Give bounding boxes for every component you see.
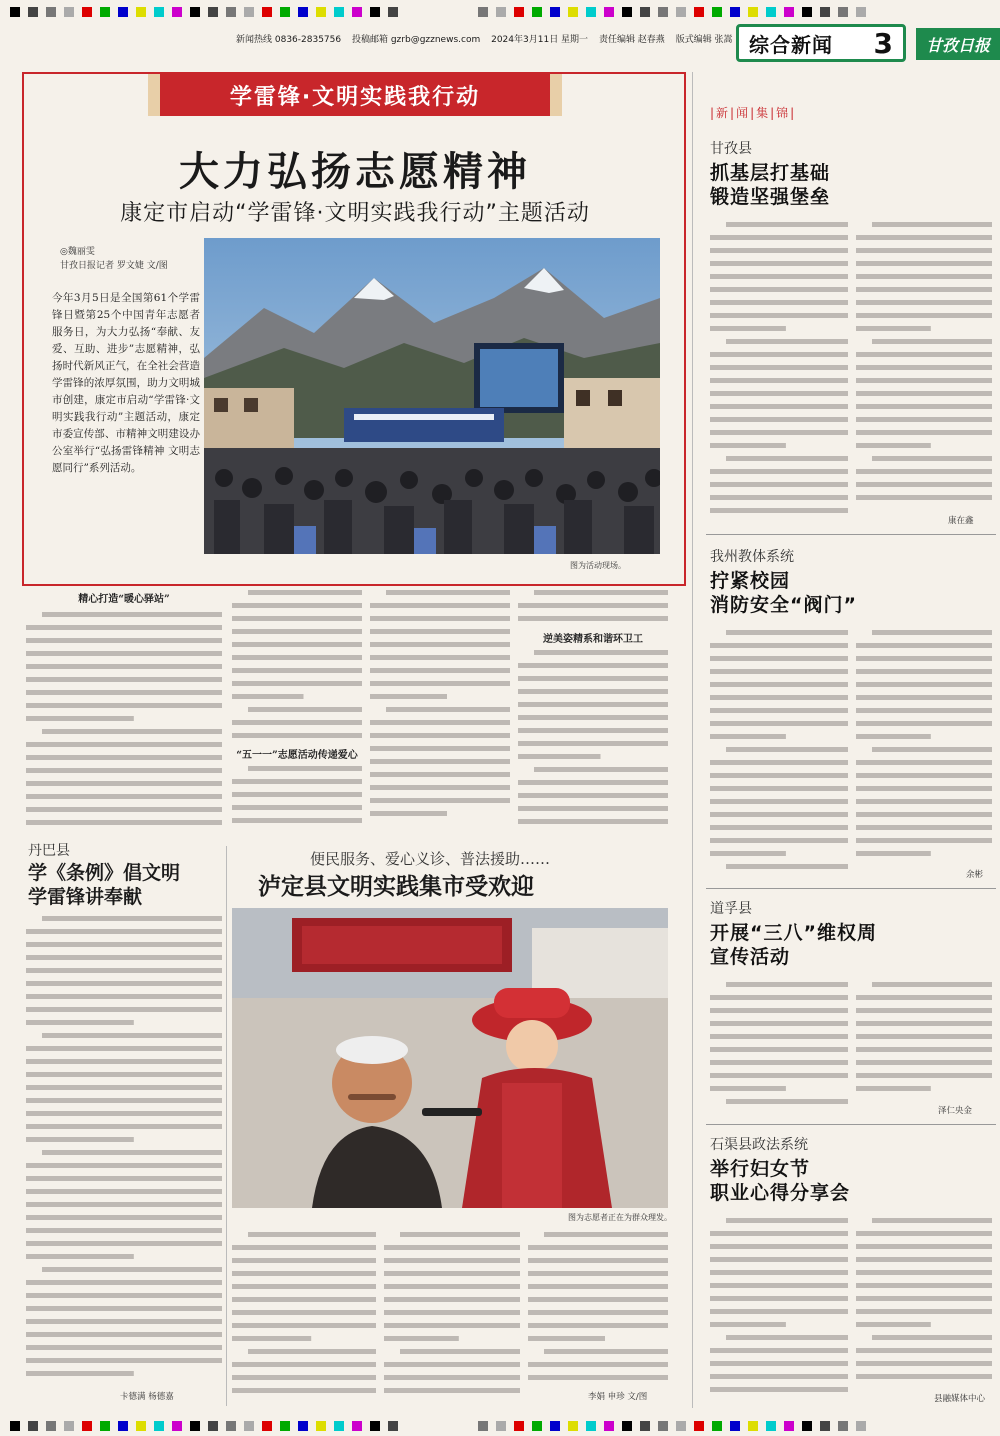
story-2-headline-2: 消防安全“阀门”: [710, 594, 857, 616]
danba-headline-1: 学《条例》倡文明: [28, 862, 181, 884]
registration-swatch: [244, 1421, 254, 1431]
registration-swatch: [334, 7, 344, 17]
registration-swatch: [478, 7, 488, 17]
feature-body-col-1: [26, 608, 222, 840]
body-text-lines: [232, 762, 362, 832]
registration-swatch: [172, 7, 182, 17]
page-number: 3: [873, 27, 893, 60]
registration-swatch: [28, 1421, 38, 1431]
registration-swatch: [208, 7, 218, 17]
registration-swatch: [658, 7, 668, 17]
story-3-body-col-1: [710, 978, 848, 1118]
body-text-lines: [518, 586, 668, 626]
email: 投稿邮箱 gzrb@gzznews.com: [351, 35, 481, 45]
body-text-lines: [232, 586, 362, 746]
registration-swatch: [568, 7, 578, 17]
registration-swatch: [154, 1421, 164, 1431]
feature-body-col-4a: [518, 586, 668, 626]
registration-swatch: [748, 1421, 758, 1431]
story-3-author: 泽仁央金: [938, 1106, 973, 1116]
story-1-headline-1: 抓基层打基础: [710, 162, 831, 184]
registration-swatch: [838, 7, 848, 17]
body-text-lines: [856, 1214, 992, 1388]
registration-swatch: [136, 7, 146, 17]
story-1-headline-2: 锻造坚强堡垒: [710, 186, 831, 208]
story-4-headline-1: 举行妇女节: [710, 1158, 811, 1180]
registration-bar-top: [0, 0, 1000, 24]
body-text-lines: [710, 978, 848, 1118]
registration-swatch: [172, 1421, 182, 1431]
story-divider-1: [706, 534, 996, 535]
story-2-author: 余彬: [966, 870, 984, 880]
registration-swatch: [82, 1421, 92, 1431]
danba-headline-2: 学雷锋讲奉献: [28, 886, 143, 908]
registration-swatch: [820, 1421, 830, 1431]
registration-swatch: [64, 7, 74, 17]
registration-swatch: [118, 1421, 128, 1431]
story-4-author: 县融媒体中心: [934, 1394, 986, 1404]
registration-swatch: [676, 7, 686, 17]
registration-swatch: [496, 1421, 506, 1431]
registration-swatch: [190, 1421, 200, 1431]
registration-swatch: [352, 7, 362, 17]
registration-swatch: [514, 7, 524, 17]
body-text-lines: [26, 608, 222, 840]
body-text-lines: [856, 218, 992, 512]
subhead-warm-station: 精心打造“暖心驿站”: [78, 594, 170, 605]
registration-swatch: [100, 7, 110, 17]
registration-swatch: [820, 7, 830, 17]
story-3-location: 道孚县: [710, 901, 752, 917]
registration-swatch: [640, 7, 650, 17]
masthead-info-line: [236, 32, 733, 45]
registration-swatch: [838, 1421, 848, 1431]
registration-swatch: [856, 7, 866, 17]
registration-swatch: [100, 1421, 110, 1431]
registration-swatch: [208, 1421, 218, 1431]
registration-swatch: [190, 7, 200, 17]
feature-body-col-3: [370, 586, 510, 832]
registration-swatch: [676, 1421, 686, 1431]
registration-swatch: [370, 1421, 380, 1431]
luding-body-col-3: [528, 1228, 668, 1386]
story-4-headline-2: 职业心得分享会: [710, 1182, 851, 1204]
body-text-lines: [710, 626, 848, 882]
registration-swatch: [658, 1421, 668, 1431]
story-1-body-col-2: [856, 218, 992, 512]
registration-swatch: [118, 7, 128, 17]
registration-swatch: [784, 1421, 794, 1431]
registration-swatch: [82, 7, 92, 17]
registration-swatch: [766, 1421, 776, 1431]
story-divider-2: [706, 888, 996, 889]
registration-swatch: [46, 7, 56, 17]
byline-credit: 甘孜日报记者 罗文婕 文/图: [60, 261, 168, 271]
registration-swatch: [46, 1421, 56, 1431]
body-text-lines: [384, 1228, 520, 1404]
subhead-sanitation: 逆美姿精系和谐环卫工: [543, 634, 643, 645]
registration-swatch: [730, 7, 740, 17]
registration-swatch: [712, 1421, 722, 1431]
body-text-lines: [856, 626, 992, 862]
registration-swatch: [316, 1421, 326, 1431]
feature-banner: 学雷锋·文明实践我行动: [160, 74, 550, 116]
registration-swatch: [388, 7, 398, 17]
registration-swatch: [730, 1421, 740, 1431]
registration-swatch: [604, 1421, 614, 1431]
editor: 责任编辑 赵春燕: [598, 35, 665, 45]
story-4-body-col-2: [856, 1214, 992, 1388]
registration-swatch: [802, 7, 812, 17]
lead-paragraph: 今年3月5日是全国第61个学雷锋日暨第25个中国青年志愿者服务日，为大力弘扬“奉献、友爱、互助、进步”志愿精神，弘扬时代新风正气，在全社会营造学雷锋的浓厚氛围，助力文明城市创建，康定市启动“学雷锋·文明实践我行动”主题活动，康定市委宣传部、市精神文明建设办公室举行“弘扬雷锋精神 文明志愿同行”系列活动。: [52, 292, 200, 474]
feature-body-col-4b: [518, 646, 668, 832]
registration-swatch: [262, 1421, 272, 1431]
banner-ornament-right: [548, 74, 562, 116]
hotline: 新闻热线 0836-2835756: [236, 35, 342, 45]
registration-swatch: [568, 1421, 578, 1431]
body-text-lines: [710, 218, 848, 528]
registration-swatch: [766, 7, 776, 17]
byline-reporter: ◎魏丽雯: [60, 247, 95, 257]
issue-date: 2024年3月11日 星期一: [491, 35, 589, 45]
registration-swatch: [136, 1421, 146, 1431]
registration-swatch: [316, 7, 326, 17]
luding-headline: 泸定县文明实践集市受欢迎: [258, 874, 534, 900]
paper-logo: 甘孜日报: [916, 28, 1000, 60]
registration-swatch: [496, 7, 506, 17]
body-text-lines: [370, 586, 510, 832]
registration-swatch: [10, 7, 20, 17]
main-subhead: 康定市启动“学雷锋·文明实践我行动”主题活动: [120, 201, 590, 226]
registration-swatch: [586, 1421, 596, 1431]
registration-swatch: [388, 1421, 398, 1431]
story-1-location: 甘孜县: [710, 141, 752, 157]
feature-body-col-2b: [232, 762, 362, 832]
registration-swatch: [10, 1421, 20, 1431]
registration-swatch: [370, 7, 380, 17]
registration-swatch: [226, 7, 236, 17]
story-2-body-col-2: [856, 626, 992, 862]
luding-body-col-2: [384, 1228, 520, 1404]
registration-swatch: [784, 7, 794, 17]
registration-swatch: [514, 1421, 524, 1431]
registration-swatch: [28, 7, 38, 17]
danba-body: [26, 912, 222, 1384]
body-text-lines: [518, 646, 668, 832]
registration-swatch: [280, 1421, 290, 1431]
body-text-lines: [710, 1214, 848, 1400]
story-2-location: 我州教体系统: [710, 549, 794, 565]
registration-swatch: [802, 1421, 812, 1431]
luding-body-col-1: [232, 1228, 376, 1404]
registration-swatch: [856, 1421, 866, 1431]
registration-swatch: [334, 1421, 344, 1431]
registration-bar-bottom: [0, 1414, 1000, 1436]
registration-swatch: [298, 1421, 308, 1431]
registration-swatch: [712, 7, 722, 17]
barber-photo-illustration: [232, 908, 668, 1208]
story-1-author: 康在鑫: [948, 516, 974, 526]
registration-swatch: [640, 1421, 650, 1431]
event-photo-illustration: [204, 238, 660, 554]
section-label-box: [736, 24, 906, 62]
barber-photo-caption: 图为志愿者正在为群众理发。: [568, 1213, 672, 1222]
registration-swatch: [226, 1421, 236, 1431]
registration-swatch: [154, 7, 164, 17]
column-rule-left: [226, 846, 227, 1406]
registration-swatch: [550, 1421, 560, 1431]
registration-swatch: [352, 1421, 362, 1431]
registration-swatch: [532, 7, 542, 17]
danba-location: 丹巴县: [28, 843, 70, 859]
story-divider-3: [706, 1124, 996, 1125]
story-3-headline-1: 开展“三八”维权周: [710, 922, 877, 944]
registration-swatch: [478, 1421, 488, 1431]
registration-swatch: [604, 7, 614, 17]
registration-swatch: [694, 1421, 704, 1431]
layout-editor: 版式编辑 张嵩: [675, 35, 733, 45]
registration-swatch: [244, 7, 254, 17]
main-headline: 大力弘扬志愿精神: [179, 149, 531, 195]
story-4-body-col-1: [710, 1214, 848, 1400]
luding-author: 李娟 申珍 文/图: [588, 1392, 648, 1402]
body-text-lines: [26, 912, 222, 1384]
registration-swatch: [64, 1421, 74, 1431]
registration-swatch: [280, 7, 290, 17]
body-text-lines: [232, 1228, 376, 1404]
story-2-headline-1: 拧紧校园: [710, 570, 791, 592]
story-4-location: 石渠县政法系统: [710, 1137, 808, 1153]
body-text-lines: [856, 978, 992, 1102]
registration-swatch: [298, 7, 308, 17]
registration-swatch: [586, 7, 596, 17]
story-3-headline-2: 宣传活动: [710, 946, 791, 968]
event-photo: [204, 238, 660, 554]
luding-kicker: 便民服务、爱心义诊、普法援助……: [310, 850, 551, 868]
story-3-body-col-2: [856, 978, 992, 1102]
body-text-lines: [528, 1228, 668, 1386]
news-digest-kicker: |新|闻|集|锦|: [710, 106, 797, 120]
story-1-body-col-1: [710, 218, 848, 528]
story-2-body-col-1: [710, 626, 848, 882]
registration-swatch: [550, 7, 560, 17]
column-rule-right: [692, 72, 693, 1408]
registration-swatch: [622, 1421, 632, 1431]
registration-swatch: [694, 7, 704, 17]
section-name: 综合新闻: [749, 32, 833, 57]
barber-photo: [232, 908, 668, 1208]
subhead-volunteer: “五一一”志愿活动传递爱心: [236, 750, 358, 761]
feature-body-col-2: [232, 586, 362, 746]
registration-swatch: [532, 1421, 542, 1431]
event-photo-caption: 图为活动现场。: [570, 561, 626, 570]
danba-author: 卡德满 杨德嘉: [120, 1392, 174, 1402]
registration-swatch: [622, 7, 632, 17]
registration-swatch: [262, 7, 272, 17]
registration-swatch: [748, 7, 758, 17]
